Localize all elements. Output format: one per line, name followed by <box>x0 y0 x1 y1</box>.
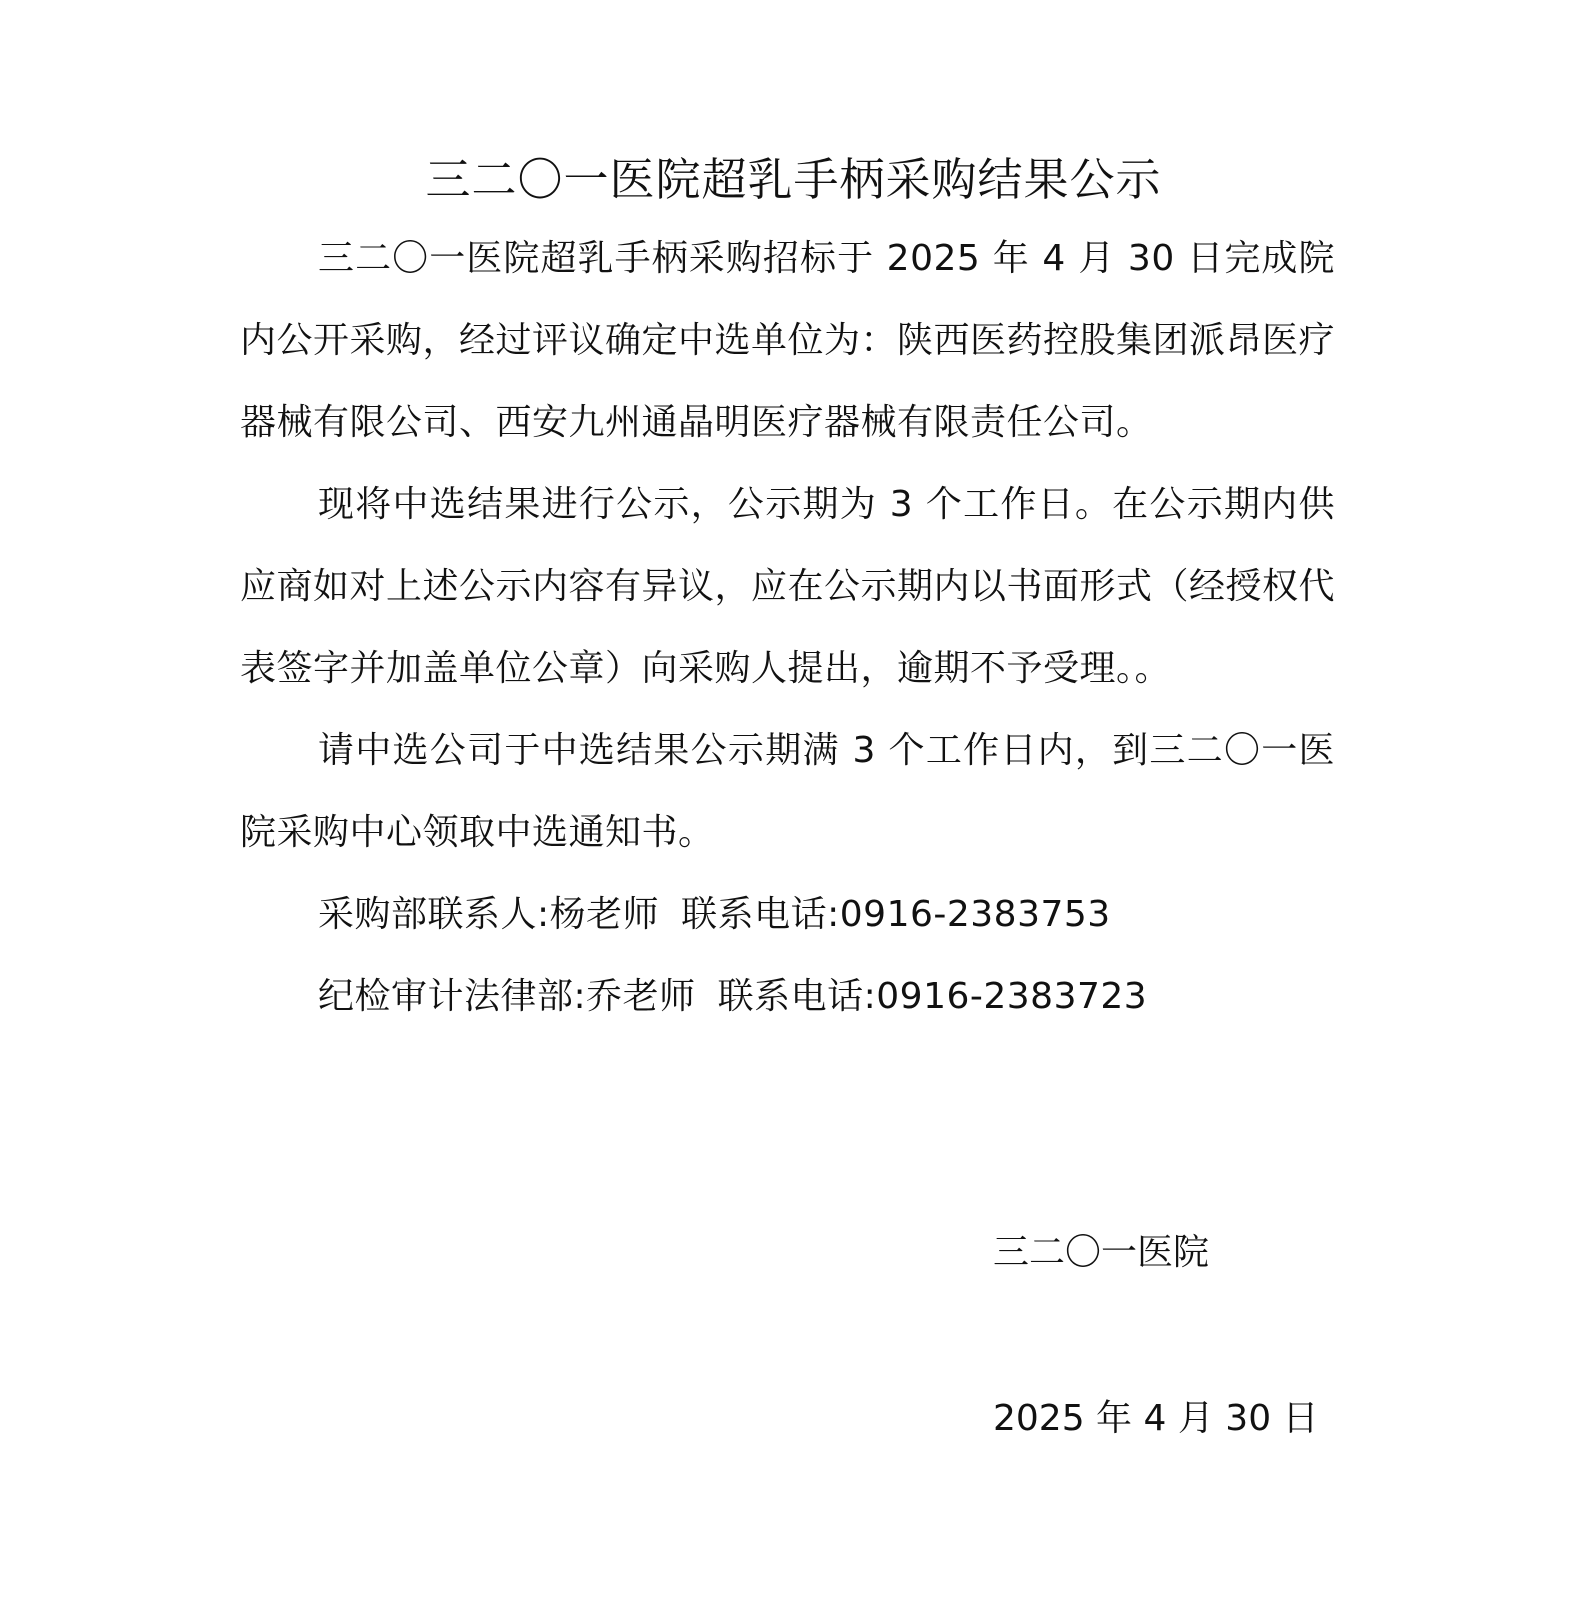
contact-line-audit <box>240 956 1335 1038</box>
contact-line-procurement <box>240 874 1335 956</box>
document-body <box>240 218 1335 1038</box>
contact-procurement-person: 采购部联系人:杨老师 <box>318 894 660 935</box>
paragraph-notice-collection: 请中选公司于中选结果公示期满 3 个工作日内，到三二〇一医院采购中心领取中选通知书。 <box>240 730 1335 853</box>
paragraph-procurement-result: 三二〇一医院超乳手柄采购招标于 2025 年 4 月 30 日完成院内公开采购，经过评议确定中选单位为：陕西医药控股集团派昂医疗器械有限公司、西安九州通晶明医疗器械有限责任公司。 <box>240 238 1336 443</box>
contact-audit-person: 纪检审计法律部:乔老师 <box>318 976 696 1017</box>
contact-procurement-phone: 联系电话:0916-2383753 <box>681 894 1111 935</box>
contact-audit-phone: 联系电话:0916-2383723 <box>717 976 1148 1017</box>
document-title: 三二〇一医院超乳手柄采购结果公示 <box>425 153 1162 206</box>
signature-organization: 三二〇一医院 <box>993 1232 1210 1273</box>
paragraph-publicity-notice: 现将中选结果进行公示，公示期为 3 个工作日。在公示期内供应商如对上述公示内容有异议，应在公示期内以书面形式（经授权代表签字并加盖单位公章）向采购人提出，逾期不予受理。。 <box>240 484 1336 689</box>
signature-date: 2025 年 4 月 30 日 <box>993 1398 1319 1439</box>
